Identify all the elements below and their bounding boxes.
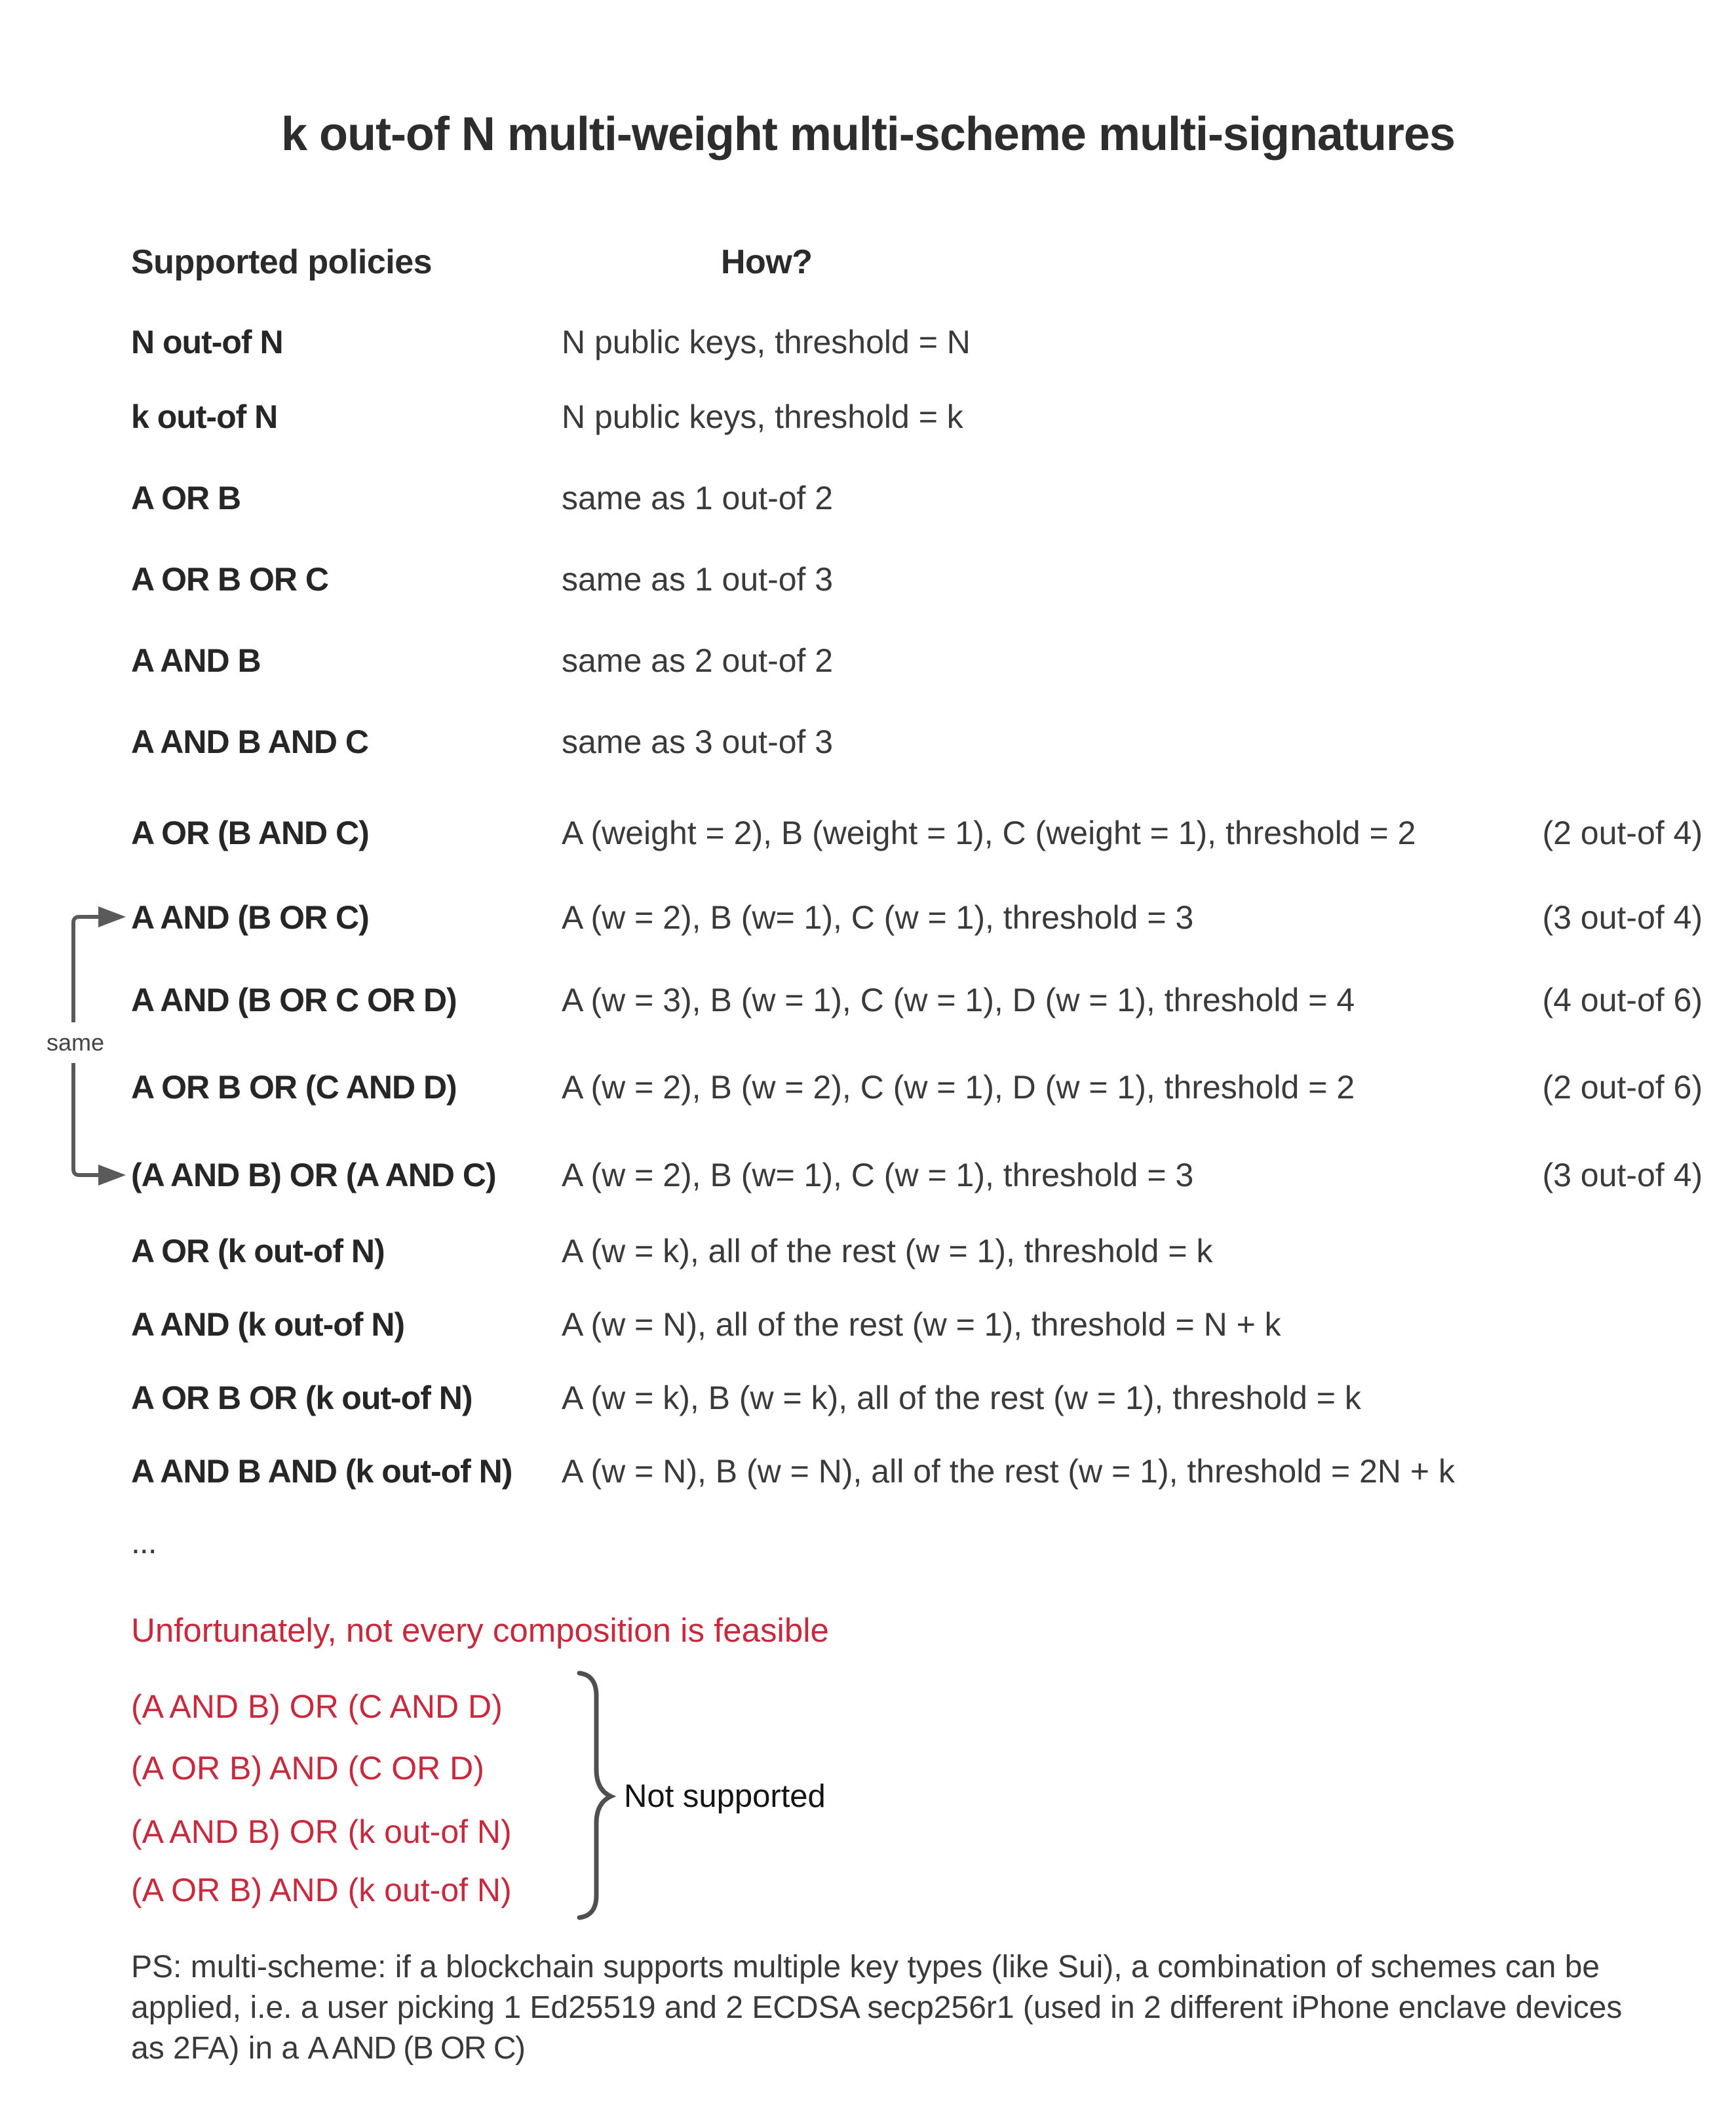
table-row [131,397,1703,436]
table-row [131,1305,1703,1344]
infeasible-heading: Unfortunately, not every composition is feasible [131,1611,829,1649]
policy-label: k out-of N [131,398,278,435]
ps-policy-code: A AND (B OR C) [307,2031,525,2066]
ps-line: PS: multi-scheme: if a blockchain supports multiple key types (like Sui), a combination of schemes can be [131,1950,1600,1984]
infeasible-item: (A AND B) OR (C AND D) [131,1688,503,1725]
table-row [131,1155,1703,1195]
infeasible-item: (A OR B) AND (k out-of N) [131,1872,512,1908]
out-of-note: (3 out-of 4) [1542,1157,1703,1193]
table-row [131,1378,1703,1418]
how-text: N public keys, threshold = k [562,398,963,435]
page-title: k out-of N multi-weight multi-scheme multi-signatures [280,108,1456,161]
how-text: A (w = N), all of the rest (w = 1), threshold = N + k [562,1306,1281,1343]
ps-line-prefix: as 2FA) in a [131,2031,308,2066]
policy-label: A OR (k out-of N) [131,1233,385,1269]
column-header-how: How? [721,243,813,281]
ps-line: applied, i.e. a user picking 1 Ed25519 and 2 ECDSA secp256r1 (used in 2 different iPhone enclave devices [131,1990,1623,2025]
table-row [131,1068,1703,1107]
table-row [131,1452,1703,1491]
how-text: A (w = k), all of the rest (w = 1), threshold = k [562,1233,1213,1269]
table-row [131,478,1703,518]
out-of-note: (4 out-of 6) [1542,982,1703,1018]
how-text: A (w = 2), B (w= 1), C (w = 1), threshold = 3 [562,899,1194,936]
table-row [131,560,1703,599]
policy-label: A OR B OR C [131,561,329,598]
how-text: A (weight = 2), B (weight = 1), C (weight = 1), threshold = 2 [562,815,1416,851]
how-text: same as 2 out-of 2 [562,642,834,679]
table-row [131,641,1703,680]
out-of-note: (3 out-of 4) [1542,899,1703,936]
infeasible-item: (A OR B) AND (C OR D) [131,1750,484,1787]
how-text: same as 1 out-of 3 [562,561,834,598]
ellipsis: ... [131,1524,157,1560]
policy-label: A OR (B AND C) [131,815,369,851]
infeasible-item: (A AND B) OR (k out-of N) [131,1813,512,1850]
how-text: A (w = 2), B (w = 2), C (w = 1), D (w = 1), threshold = 2 [562,1069,1355,1106]
not-supported-label: Not supported [624,1779,826,1814]
same-label: same [26,1022,125,1063]
policy-label: N out-of N [131,324,283,360]
policy-label: A AND (B OR C) [131,899,369,936]
how-text: A (w = k), B (w = k), all of the rest (w = 1), threshold = k [562,1380,1361,1416]
policy-label: (A AND B) OR (A AND C) [131,1157,496,1193]
table-row [131,722,1703,762]
ps-line [131,2028,1717,2069]
policy-label: A AND B AND C [131,724,368,760]
how-text: same as 3 out-of 3 [562,724,834,760]
out-of-note: (2 out-of 4) [1542,815,1703,851]
table-row [131,980,1703,1020]
column-header-policies: Supported policies [131,243,433,281]
table-row [131,813,1703,853]
how-text: N public keys, threshold = N [562,324,971,360]
table-row [131,322,1703,362]
how-text: A (w = N), B (w = N), all of the rest (w = 1), threshold = 2N + k [562,1453,1455,1490]
arrow-right-icon [98,906,126,927]
policy-label: A AND B AND (k out-of N) [131,1453,512,1490]
out-of-note: (2 out-of 6) [1542,1069,1703,1106]
policy-label: A OR B [131,480,241,516]
how-text: same as 1 out-of 2 [562,480,834,516]
policy-label: A OR B OR (k out-of N) [131,1380,473,1416]
ps-footnote [131,1947,1717,2069]
policy-label: A AND B [131,642,261,679]
policy-label: A AND (B OR C OR D) [131,982,457,1018]
how-text: A (w = 3), B (w = 1), C (w = 1), D (w = 1), threshold = 4 [562,982,1355,1018]
how-text: A (w = 2), B (w= 1), C (w = 1), threshold = 3 [562,1157,1194,1193]
curly-brace-icon [579,1673,611,1918]
policy-label: A AND (k out-of N) [131,1306,405,1343]
policy-label: A OR B OR (C AND D) [131,1069,457,1106]
table-row [131,898,1703,937]
table-row [131,1231,1703,1271]
arrow-right-icon [98,1165,126,1186]
table-row-ellipsis [131,1522,1703,1562]
